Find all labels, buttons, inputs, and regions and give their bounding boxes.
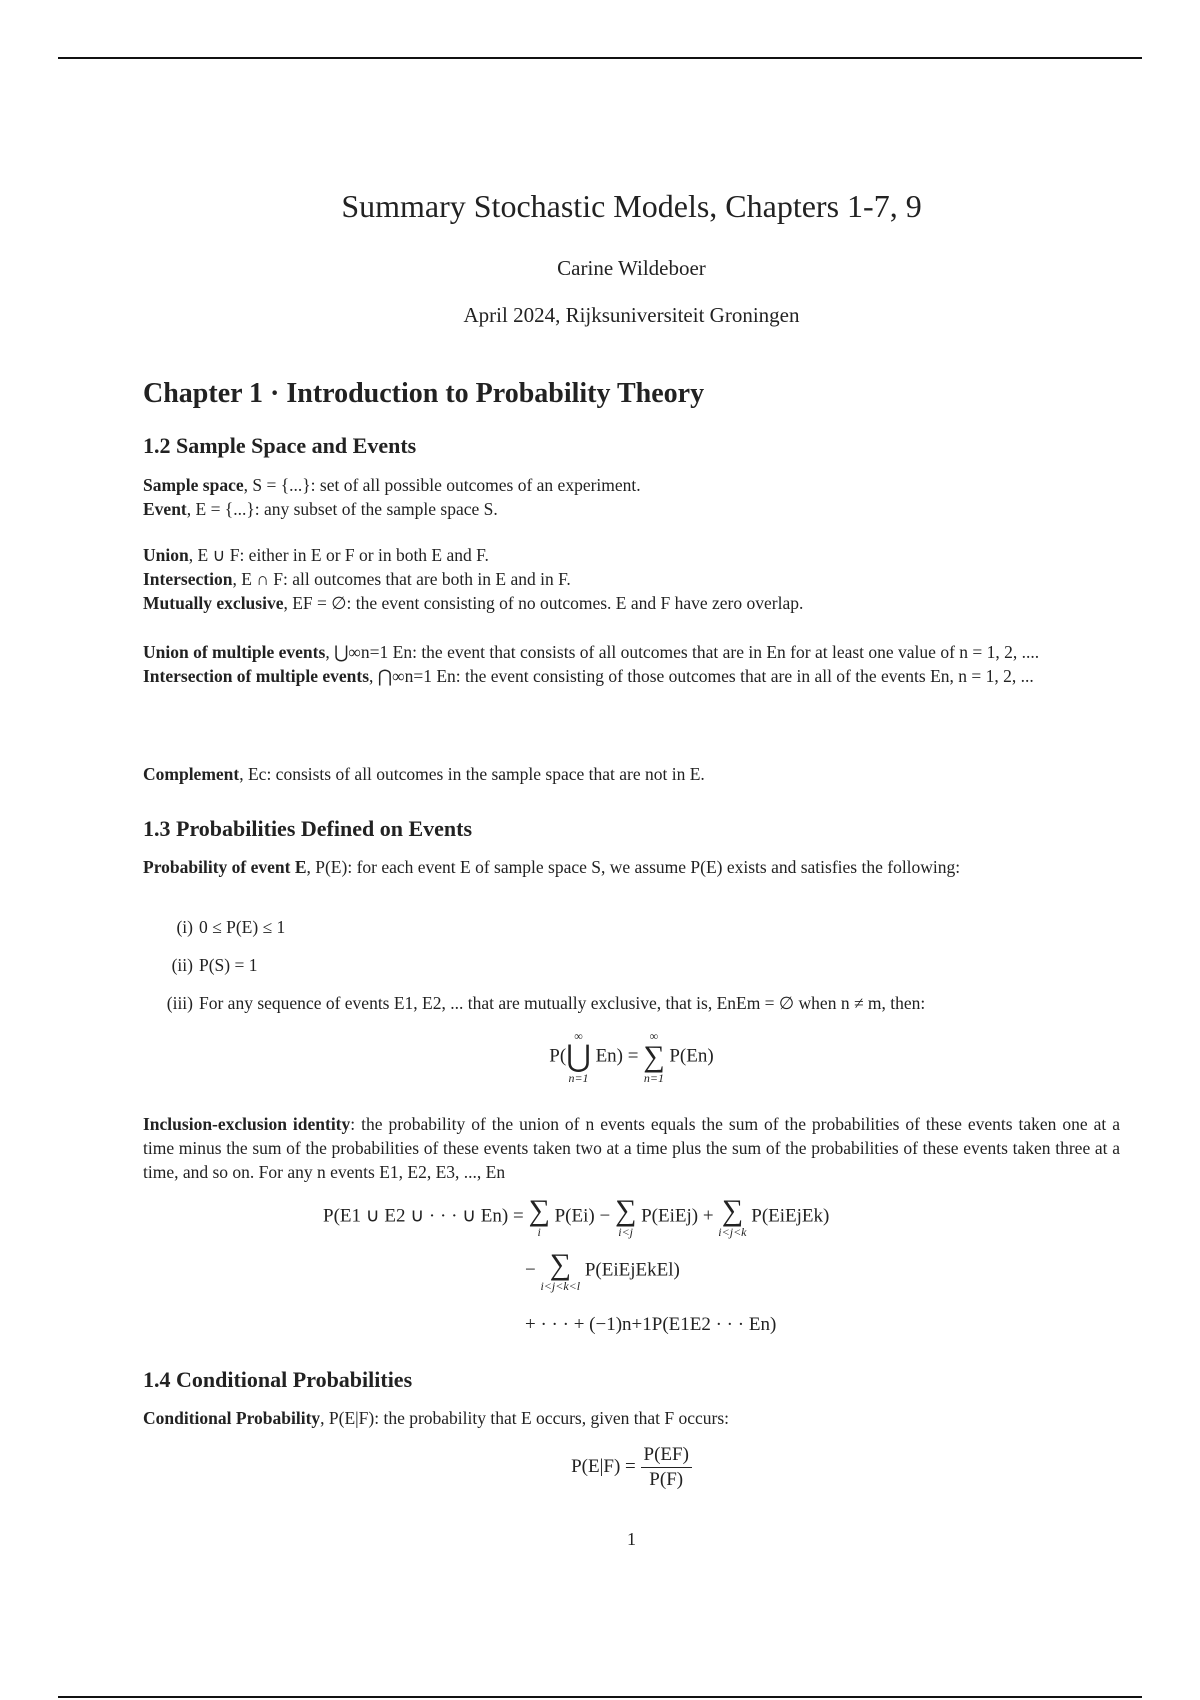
section-heading-1-2: 1.2 Sample Space and Events (143, 433, 417, 458)
definition: : the probability of the union of n events equals the sum of the probabilities of these events taken one at a time minus the sum of the probabilities of these events taken two at a time plus the sum of the probabilities of these events taken three at a time, and so on. For any n events E1, E2, E3, ..., En (143, 1114, 1120, 1182)
sup: ∞ (574, 1029, 583, 1043)
term: Complement (143, 764, 240, 784)
inclusion-exclusion-line1 (323, 1196, 1123, 1238)
definition: , S = {...}: set of all possible outcomes of an experiment. (243, 475, 641, 495)
inclusion-exclusion-line3: + · · · + (−1)n+1P(E1E2 · · · En) (525, 1314, 777, 1335)
sup: ∞ (649, 1029, 659, 1043)
eq-part: P(En) (669, 1045, 714, 1067)
item-text: For any sequence of events E1, E2, ... that are mutually exclusive, that is, EnEm = ∅ when n ≠ m, then: (199, 993, 926, 1013)
sub: i<j (618, 1225, 634, 1239)
sum-operator: ∑ i<j (614, 1194, 637, 1239)
sum-operator: ∞ ∑ n=1 (643, 1029, 665, 1085)
definition: , Ec: consists of all outcomes in the sample space that are not in E. (239, 764, 705, 784)
axiom-item (143, 953, 1120, 977)
item-label: (i) (176, 917, 193, 937)
inclusion-exclusion-text (143, 1112, 1120, 1184)
term: Probability of event E (143, 857, 307, 877)
definition: , ⋂∞n=1 En: the event consisting of those outcomes that are in all of the events En, n = 1, 2, ... (369, 666, 1034, 686)
axiom-item (143, 915, 1120, 939)
date-affiliation: April 2024, Rijksuniversiteit Groningen (463, 303, 800, 327)
union-operator: ∞ ⋃ n=1 (566, 1029, 591, 1085)
bottom-rule (58, 1696, 1142, 1698)
inclusion-exclusion-line2 (525, 1250, 1085, 1292)
eq-part: P(E|F) = (571, 1455, 636, 1477)
definition: , E ∩ F: all outcomes that are both in E and in F. (232, 569, 571, 589)
definition: , ⋃∞n=1 En: the event that consists of all outcomes that are in En for at least one value of n = 1, 2, .... (325, 642, 1040, 662)
denominator: P(F) (649, 1469, 684, 1490)
countable-additivity-equation (143, 1030, 1120, 1084)
sum-operator: ∑ i<j<k<l (540, 1248, 581, 1293)
item-label: (iii) (166, 993, 193, 1013)
term: Union of multiple events (143, 642, 326, 662)
eq-part: P(EiEj) + (641, 1205, 714, 1227)
item-text: 0 ≤ P(E) ≤ 1 (199, 917, 286, 937)
eq-part: P(Ei) − (554, 1205, 611, 1227)
definitions-sample-space (143, 473, 1120, 521)
eq-part: P(E1 ∪ E2 ∪ · · · ∪ En) = (323, 1205, 524, 1227)
fraction (641, 1443, 692, 1492)
author: Carine Wildeboer (557, 256, 706, 280)
term: Inclusion-exclusion identity (143, 1114, 351, 1134)
definition: , E ∪ F: either in E or F or in both E and F. (188, 545, 489, 565)
section-heading-1-4: 1.4 Conditional Probabilities (143, 1367, 413, 1392)
page-number: 1 (627, 1529, 636, 1549)
term: Event (143, 499, 187, 519)
definitions-multiple-events (143, 640, 1120, 688)
term: Union (143, 545, 189, 565)
chapter-heading: Chapter 1 · Introduction to Probability Theory (143, 378, 705, 409)
definition-conditional-probability (143, 1406, 1120, 1430)
conditional-probability-equation (143, 1443, 1120, 1492)
sub: i (537, 1225, 541, 1239)
sub: i<j<k<l (540, 1279, 581, 1293)
term: Conditional Probability (143, 1408, 321, 1428)
term: Intersection (143, 569, 233, 589)
definition-probability (143, 855, 1120, 879)
eq-part: P(EiEjEkEl) (584, 1259, 680, 1281)
eq-part: P(EiEjEk) (751, 1205, 830, 1227)
item-label: (ii) (171, 955, 193, 975)
numerator: P(EF) (641, 1443, 692, 1468)
definition-complement (143, 762, 1120, 786)
item-text: P(S) = 1 (199, 955, 258, 975)
eq-part: P( (549, 1045, 567, 1067)
top-rule (58, 57, 1142, 59)
term: Intersection of multiple events (143, 666, 370, 686)
eq-part: − (525, 1259, 536, 1281)
eq-part: En) = (595, 1045, 639, 1067)
axiom-item (143, 991, 1120, 1015)
sub: n=1 (568, 1071, 589, 1085)
sum-operator: ∑ i<j<k (718, 1194, 747, 1239)
sub: i<j<k (718, 1225, 747, 1239)
term: Mutually exclusive (143, 593, 284, 613)
definition: , EF = ∅: the event consisting of no outcomes. E and F have zero overlap. (283, 593, 804, 613)
definition: , P(E|F): the probability that E occurs, given that F occurs: (320, 1408, 729, 1428)
sum-operator: ∑ i (528, 1194, 550, 1239)
definitions-set-ops (143, 543, 1120, 615)
document-title: Summary Stochastic Models, Chapters 1-7, 9 (341, 188, 922, 224)
sub: n=1 (643, 1071, 664, 1085)
definition: , P(E): for each event E of sample space S, we assume P(E) exists and satisfies the following: (306, 857, 961, 877)
section-heading-1-3: 1.3 Probabilities Defined on Events (143, 816, 473, 841)
definition: , E = {...}: any subset of the sample space S. (186, 499, 498, 519)
term: Sample space (143, 475, 244, 495)
